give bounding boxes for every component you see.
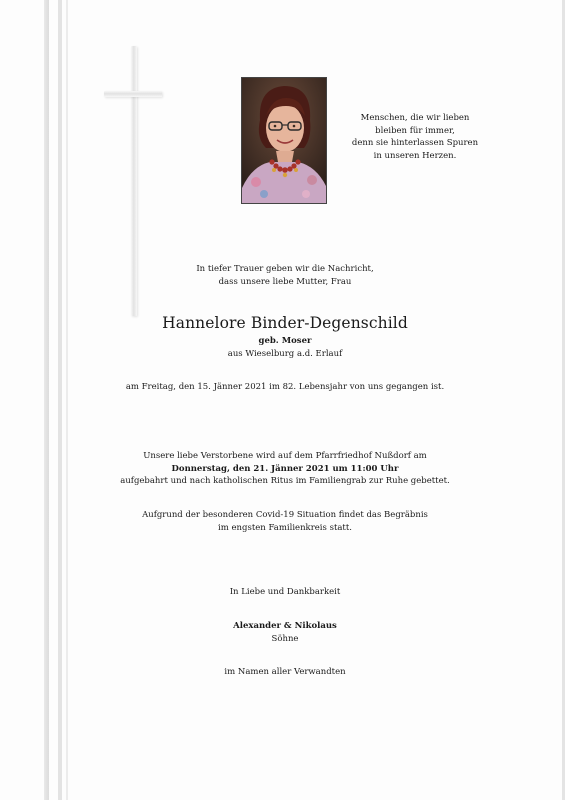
portrait-photo	[241, 77, 327, 204]
funeral-line: Unsere liebe Verstorbene wird auf dem Pfarrfriedhof Nußdorf am	[143, 451, 427, 461]
signer-relation: Söhne	[271, 633, 299, 644]
farewell-text: In Liebe und Dankbarkeit	[229, 587, 341, 597]
deceased-name: Hannelore Binder-Degenschild	[162, 314, 408, 332]
poem-line: Menschen, die wir lieben	[360, 113, 470, 123]
decorative-stripe	[44, 0, 49, 800]
intro-line: dass unsere liebe Mutter, Frau	[218, 276, 352, 287]
origin: aus Wieselburg a.d. Erlauf	[227, 349, 343, 359]
covid-line: Aufgrund der besonderen Covid-19 Situation findet das Begräbnis	[142, 510, 428, 520]
decorative-stripe	[58, 0, 62, 800]
covid-notice	[90, 509, 480, 534]
funeral-date-time: Donnerstag, den 21. Jänner 2021 um 11:00 Uhr	[171, 463, 399, 474]
funeral-details	[90, 450, 480, 488]
funeral-line: aufgebahrt und nach katholischen Ritus im Familiengrab zur Ruhe gebettet.	[120, 476, 450, 486]
maiden-name: geb. Moser	[258, 336, 312, 346]
intro-line: In tiefer Trauer geben wir die Nachricht,	[196, 264, 374, 274]
decorative-stripe	[66, 0, 68, 800]
relatives-text: im Namen aller Verwandten	[224, 667, 346, 677]
poem-line: in unseren Herzen.	[373, 150, 457, 161]
signer-names: Alexander & Nikolaus	[233, 621, 337, 631]
death-notice: am Freitag, den 15. Jänner 2021 im 82. Lebensjahr von uns gegangen ist.	[125, 382, 445, 392]
covid-line: im engsten Familienkreis statt.	[218, 522, 352, 533]
intro-text	[90, 263, 480, 288]
signers	[90, 620, 480, 645]
cross-icon-bar	[104, 91, 162, 97]
poem	[340, 112, 490, 162]
poem-line: denn sie hinterlassen Spuren	[351, 138, 479, 149]
poem-line: bleiben für immer,	[375, 125, 455, 136]
